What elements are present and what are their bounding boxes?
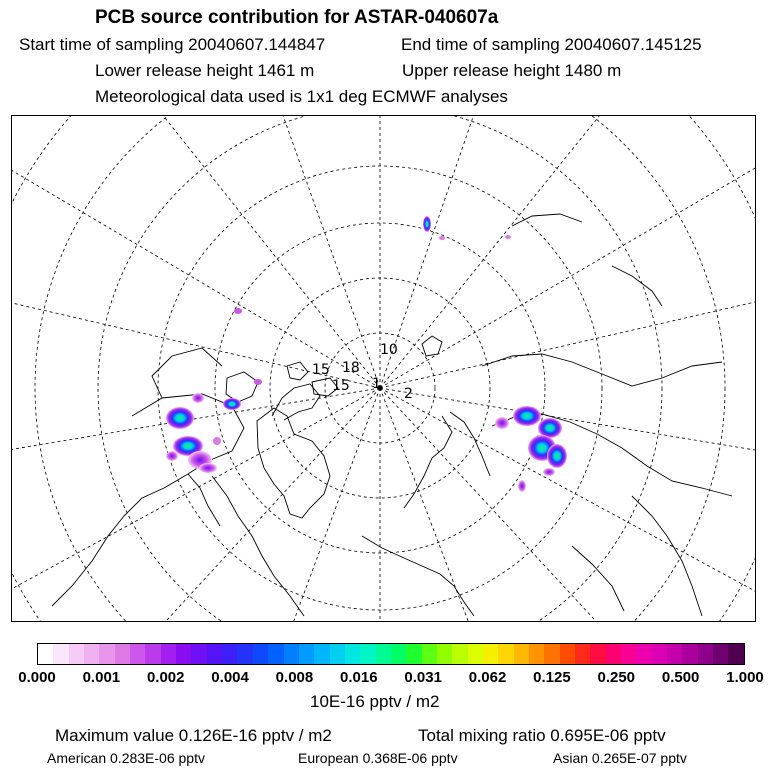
plume-arctic [423,216,431,232]
colorbar-unit: 10E-16 pptv / m2 [310,692,440,711]
total-mixing-ratio-label: Total mixing ratio 0.695E-06 pptv [418,726,666,745]
plume-na-10 [213,437,221,445]
colorbar-segment [544,644,559,664]
meridians [12,116,756,622]
colorbar-segment [652,644,667,664]
plume-asia-4 [547,444,567,468]
colorbar-segment [636,644,651,664]
colorbar-segment [237,644,252,664]
end-time-label: End time of sampling 20040607.145125 [401,35,702,54]
colorbar-tick-label: 0.008 [275,669,314,686]
colorbar-tick-label: 0.002 [146,669,185,686]
colorbar-tick-label: 0.001 [82,669,121,686]
colorbar-segment [514,644,529,664]
colorbar-segment [468,644,483,664]
european-contribution: European 0.368E-06 pptv [298,750,458,766]
colorbar-tick-label: 0.000 [18,669,56,686]
upper-release-height: Upper release height 1480 m [402,61,622,80]
plume-na-4 [166,451,178,461]
colorbar-tick-label: 0.016 [340,669,378,686]
colorbar-segment [284,644,299,664]
colorbar-segment [53,644,68,664]
colorbar-segment [99,644,114,664]
page-title: PCB source contribution for ASTAR-040607a [95,7,499,28]
contour-label-1: 10 [380,342,398,358]
contour-label-5: 2 [404,386,413,402]
concentration-plumes [166,216,567,492]
colorbar-segment [222,644,237,664]
colorbar-segment [330,644,345,664]
colorbar-segment [207,644,222,664]
colorbar-segment [606,644,621,664]
colorbar-segment [191,644,206,664]
polar-map-svg [12,116,756,622]
colorbar-segment [452,644,467,664]
start-time-label: Start time of sampling 20040607.144847 [19,35,326,54]
colorbar-tick-label: 0.125 [533,669,571,686]
colorbar-tick-label: 1.000 [726,669,764,686]
colorbar-segment [299,644,314,664]
colorbar-tick-label: 0.004 [211,669,249,686]
colorbar-segment [376,644,391,664]
colorbar-segment [621,644,636,664]
colorbar-segment [529,644,544,664]
colorbar-tick-label: 0.062 [468,669,507,686]
plume-asia-5 [495,417,509,429]
coastlines [52,214,732,616]
plume-asia-1 [513,406,541,426]
colorbar-segment [422,644,437,664]
colorbar-segment [483,644,498,664]
plume-na-5 [199,463,217,473]
colorbar-tick-label: 0.031 [404,669,442,686]
plume-asia-6 [518,480,526,492]
colorbar-segment [406,644,421,664]
plume-na-1 [166,407,194,429]
colorbar-tick-label: 0.250 [597,669,636,686]
contour-label-2: 18 [342,360,360,376]
colorbar-segment [314,644,329,664]
plume-na-6 [223,398,241,410]
colorbar-segment [360,644,375,664]
plume-na-8 [254,379,262,385]
colorbar-segment [391,644,406,664]
colorbar-segment [145,644,160,664]
plume-na-9 [234,308,242,314]
colorbar-segment [560,644,575,664]
colorbar-tick-label: 0.500 [661,669,700,686]
polar-map [11,115,756,622]
colorbar-segment [713,644,728,664]
colorbar-segment [268,644,283,664]
lower-release-height: Lower release height 1461 m [95,61,315,80]
colorbar-segment [575,644,590,664]
plume-asia-2 [538,418,562,438]
max-value-label: Maximum value 0.126E-16 pptv / m2 [55,726,332,745]
asian-contribution: Asian 0.265E-07 pptv [553,750,687,766]
colorbar [37,643,745,665]
colorbar-segment [437,644,452,664]
american-contribution: American 0.283E-06 pptv [47,750,205,766]
colorbar-segment [682,644,697,664]
contour-label-4: 15 [332,378,350,394]
plume-arctic-2 [439,236,445,240]
colorbar-segment [161,644,176,664]
colorbar-segment [84,644,99,664]
colorbar-segment [498,644,513,664]
colorbar-segment [115,644,130,664]
colorbar-segment [69,644,84,664]
colorbar-segment [176,644,191,664]
latitude-circles [12,116,756,622]
colorbar-segment [728,644,743,664]
contour-label-3: 15 [312,362,330,378]
plume-na-7 [192,393,204,403]
colorbar-segment [698,644,713,664]
contour-label-6: 1 [372,376,381,392]
meteorological-data-note: Meteorological data used is 1x1 deg ECMWF analyses [95,87,508,106]
contour-labels [312,342,413,402]
plume-asia-7 [543,468,555,476]
colorbar-segment [590,644,605,664]
colorbar-segment [667,644,682,664]
colorbar-segment [345,644,360,664]
colorbar-segment [38,644,53,664]
plume-arctic-3 [505,235,511,239]
colorbar-segment [130,644,145,664]
colorbar-segment [253,644,268,664]
